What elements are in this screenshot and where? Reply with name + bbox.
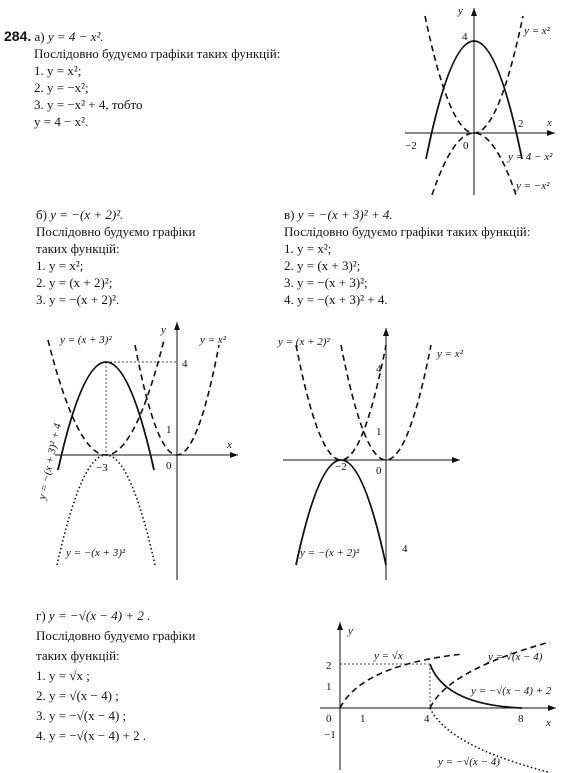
graph-b-tick-1: 1 (376, 426, 382, 438)
graph-v-tick-0: 0 (166, 460, 172, 472)
graph-g-x-arrow (548, 705, 556, 711)
graph-a-tick-0: 0 (463, 140, 469, 152)
part-v-step-4: 4. y = −(x + 3)² + 4. (284, 292, 388, 307)
part-b-step-2: 2. y = (x + 2)²; (36, 275, 113, 290)
part-a-step-1: 1. y = x²; (34, 63, 82, 78)
part-g-intro-2: таких функцій: (36, 648, 120, 663)
graph-b-label-neg: y = −(x + 2)² (300, 547, 360, 559)
graph-a-label-4-minus-x2: y = 4 − x² (508, 151, 553, 163)
graph-a-tick-minus-2: −2 (405, 140, 417, 152)
part-b-equation: y = −(x + 2)². (50, 207, 124, 222)
graph-v-label-shift: y = (x + 3)² (60, 334, 112, 346)
problem-number: 284. (4, 28, 32, 44)
graph-b-tick-4: 4 (376, 363, 382, 375)
graph-v-y-label: y (161, 324, 166, 336)
part-b-label: б) (36, 207, 47, 222)
graph-g-tick-8: 8 (518, 713, 524, 725)
graph-g-y-arrow (337, 622, 343, 630)
part-g-equation: y = −√(x − 4) + 2 . (48, 608, 151, 623)
part-b-step-1: 1. y = x²; (36, 258, 84, 273)
part-g-intro-1: Послідовно будуємо графіки (36, 628, 196, 643)
graph-g-label-neg: y = −√(x − 4) (438, 756, 500, 768)
part-g-step-3: 3. y = −√(x − 4) ; (36, 708, 127, 723)
graph-a-tick-4: 4 (462, 31, 468, 43)
graph-g-tick-1-y: 1 (326, 681, 332, 693)
part-g-label: г) (36, 608, 46, 623)
graph-v-tick-4: 4 (182, 358, 188, 370)
part-v-equation: y = −(x + 3)² + 4. (297, 207, 393, 222)
graph-g-tick-1-x: 1 (360, 713, 366, 725)
graph-b-tick-minus-2: −2 (335, 461, 347, 473)
graph-b-label-x2: y = x² (437, 348, 463, 360)
graph-g-label-sqrt: y = √x (374, 650, 403, 662)
graph-v-label-neg: y = −(x + 3)² (66, 547, 126, 559)
part-a-step-4: y = 4 − x². (34, 114, 89, 129)
graph-g-tick-minus-1: −1 (324, 729, 336, 741)
part-a-step-2: 2. y = −x²; (34, 80, 89, 95)
part-b-step-3: 3. y = −(x + 2)². (36, 292, 120, 307)
graph-v-tick-1: 1 (166, 424, 172, 436)
graph-g-tick-2: 2 (326, 660, 332, 672)
graph-b-tick-0: 0 (376, 465, 382, 477)
graph-v-label-x2: y = x² (200, 334, 226, 346)
part-v-label: в) (284, 207, 295, 222)
graph-v-x-label: x (227, 439, 232, 451)
graph-a-x-label: x (547, 117, 552, 129)
part-a-label: а) (34, 29, 45, 44)
graph-g-tick-4: 4 (424, 713, 430, 725)
part-b-intro-2: таких функцій: (36, 241, 120, 256)
graph-g-curve-sqrt (340, 654, 463, 708)
part-v-intro: Послідовно будуємо графіки таких функцій: (284, 224, 531, 239)
part-g-step-1: 1. y = √x ; (36, 668, 90, 683)
graph-v-label-vertical: y = −(x + 3)² + 4 (36, 422, 65, 501)
part-v-step-1: 1. y = x²; (284, 241, 332, 256)
part-a-equation: y = 4 − x². (47, 29, 104, 44)
part-a-intro: Послідовно будуємо графіки таких функцій: (34, 46, 281, 61)
part-v-step-2: 2. y = (x + 3)²; (284, 258, 361, 273)
part-b-intro-1: Послідовно будуємо графіки (36, 224, 196, 239)
part-g-step-4: 4. y = −√(x − 4) + 2 . (36, 728, 147, 743)
graph-a-tick-2: 2 (518, 118, 524, 130)
part-v-step-3: 3. y = −(x + 3)²; (284, 275, 368, 290)
graph-a-label-minus-x2: y = −x² (516, 180, 550, 192)
graph-g-label-sqrt-shift: y = √(x − 4) (488, 651, 543, 663)
graph-a-y-label: y (458, 5, 463, 17)
graph-a-label-x2: y = x² (524, 25, 550, 37)
graph-v-tick-minus-3: −3 (96, 462, 108, 474)
graph-b-label-shift: y = (x + 2)² (278, 336, 330, 348)
part-g-step-2: 2. y = √(x − 4) ; (36, 688, 119, 703)
graph-g-y-label: y (348, 625, 353, 637)
graph-g-tick-0: 0 (326, 713, 332, 725)
graph-g-x-label: x (546, 717, 551, 729)
graph-g-label-final: y = −√(x − 4) + 2 (471, 685, 552, 697)
graph-b-tick-bottom-4: 4 (402, 543, 408, 555)
part-a-step-3: 3. y = −x² + 4, тобто (34, 97, 143, 112)
